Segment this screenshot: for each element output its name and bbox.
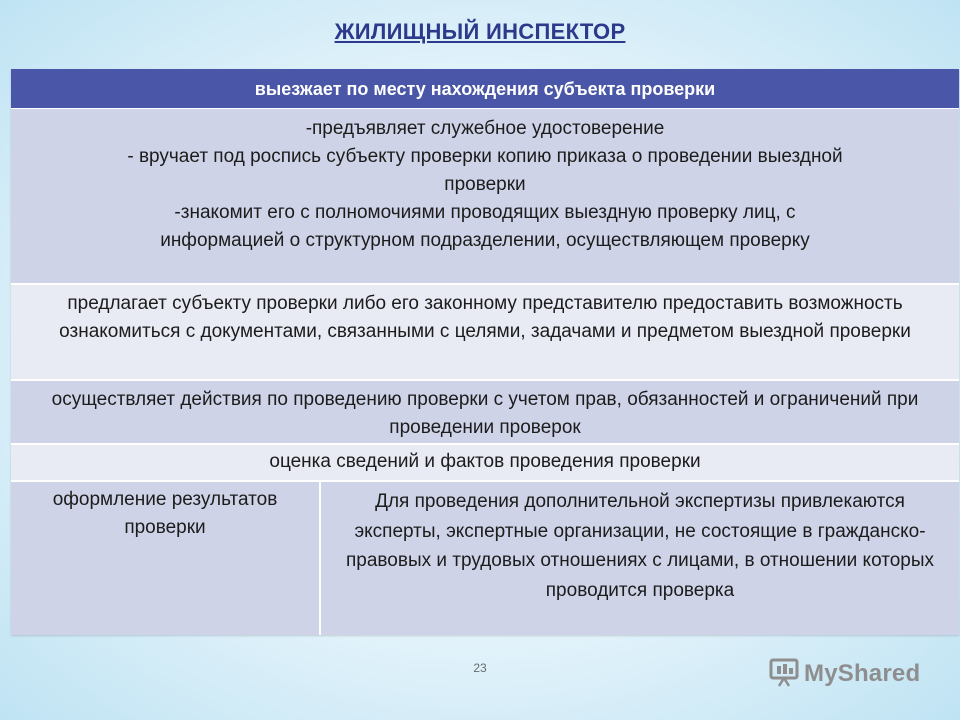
table-header-cell: выезжает по месту нахождения субъекта проверки (254, 78, 716, 99)
table-row (11, 381, 959, 445)
duty-line: - вручает под роспись субъекту проверки копию приказа о проведении выездной (127, 146, 843, 167)
table-header-row (11, 69, 959, 109)
table-cell: предлагает субъекту проверки либо его законному представителю предоставить возможность ознакомиться с документами, связанными с целями, задачами и предметом выездной проверки (59, 293, 911, 342)
duty-line: проверки (444, 174, 526, 195)
table-row (11, 109, 959, 285)
presentation-board-icon (768, 656, 800, 693)
table-cell-expertise: Для проведения дополнительной экспертизы привлекаются эксперты, экспертные организации, не состоящие в гражданско-правовых и трудовых отношениях с лицами, в отношении которых проводится проверка (346, 491, 934, 601)
duty-line: -предъявляет служебное удостоверение (305, 118, 665, 139)
watermark-text: MyShared (804, 660, 921, 687)
table-cell-results: оформление результатов проверки (11, 482, 321, 635)
table-row (11, 285, 959, 381)
table-row (11, 445, 959, 482)
page-number: 23 (473, 661, 487, 675)
table-row (11, 482, 959, 635)
table-cell: осуществляет действия по проведению проверки с учетом прав, обязанностей и ограничений при проведении проверок (51, 389, 919, 438)
duty-line: информацией о структурном подразделении, осуществляющем проверку (160, 230, 810, 251)
duty-line: -знакомит его с полномочиями проводящих выездную проверку лиц, с (174, 202, 796, 223)
watermark-logo (768, 656, 948, 692)
inspection-table (11, 69, 959, 635)
table-cell-duties (11, 109, 959, 283)
slide-title: ЖИЛИЩНЫЙ ИНСПЕКТОР (334, 19, 626, 44)
table-cell: оценка сведений и фактов проведения проверки (269, 451, 701, 472)
